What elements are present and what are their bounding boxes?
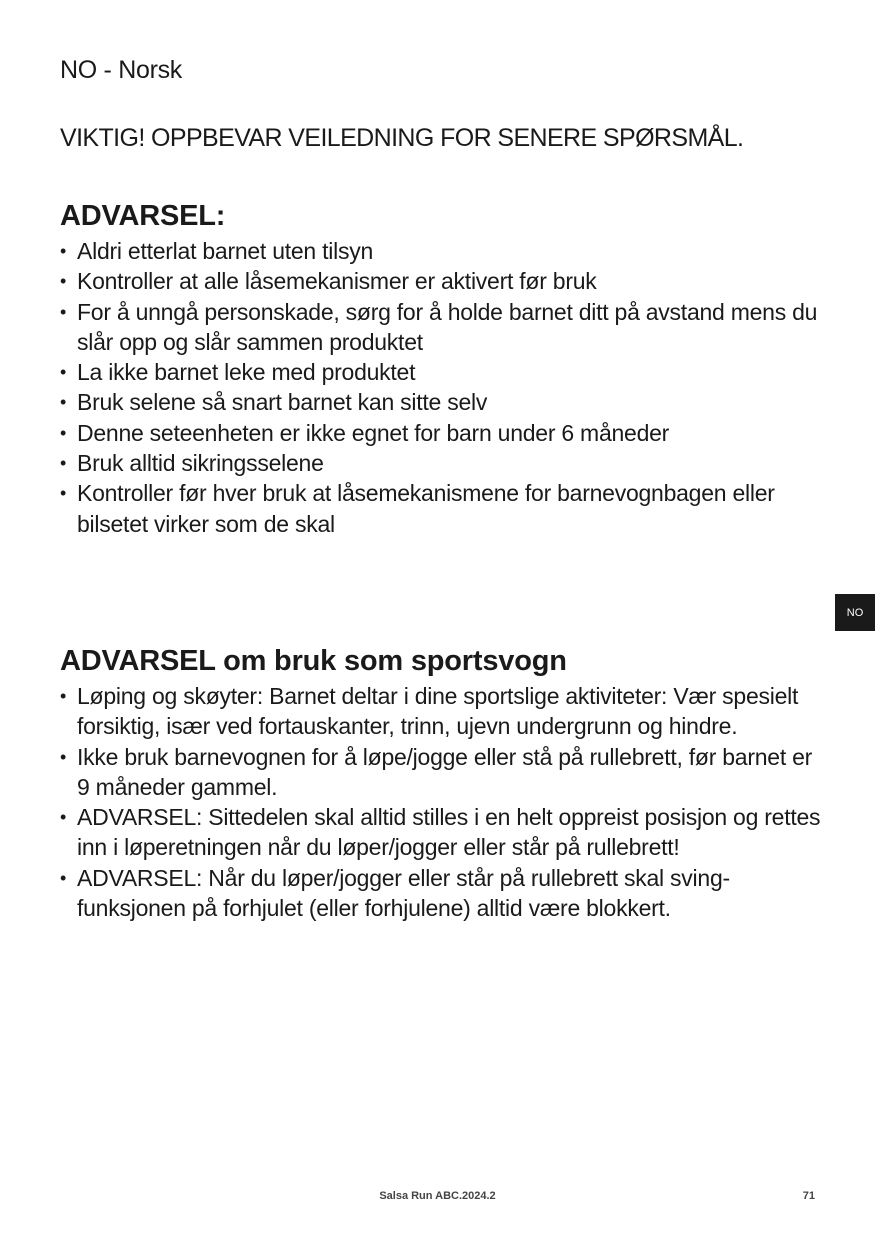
list-item-text: ADVARSEL: Sittedelen skal alltid stilles i en helt oppreist posisjon og rettes inn i løperetningen når du løper/jogger eller står på rullebrett! <box>77 804 821 861</box>
bullet-icon: • <box>60 867 67 888</box>
list-item <box>60 742 830 803</box>
footer-page-number: 71 <box>802 1190 815 1202</box>
list-item <box>60 297 830 358</box>
general-warning-list <box>60 236 830 539</box>
general-warning-title: ADVARSEL: <box>60 200 226 232</box>
bullet-icon: • <box>60 746 67 767</box>
bullet-icon: • <box>60 453 67 474</box>
bullet-icon: • <box>60 422 67 443</box>
list-item <box>60 802 830 863</box>
list-item-text: Bruk selene så snart barnet kan sitte selv <box>77 389 488 416</box>
general-warning-section <box>60 200 830 539</box>
important-notice: VIKTIG! OPPBEVAR VEILEDNING FOR SENERE SPØRSMÅL. <box>60 124 744 152</box>
bullet-icon: • <box>60 362 67 383</box>
bullet-icon: • <box>60 686 67 706</box>
list-item <box>60 418 830 448</box>
list-item-text: Ikke bruk barnevognen for å løpe/jogge eller stå på rullebrett, før barnet er 9 måneder gammel. <box>77 743 813 800</box>
list-item-text: Kontroller før hver bruk at låsemekanismene for barnevognbagen eller bilsetet virker som de skal <box>77 480 775 537</box>
list-item <box>60 357 830 387</box>
list-item <box>60 478 830 539</box>
bullet-icon: • <box>60 392 67 413</box>
sport-warning-title: ADVARSEL om bruk som sportsvogn <box>60 645 567 677</box>
list-item-text: Bruk alltid sikringsselene <box>77 450 324 477</box>
bullet-icon: • <box>60 241 67 261</box>
list-item <box>60 266 830 296</box>
list-item-text: Kontroller at alle låsemekanismer er aktivert før bruk <box>77 268 597 295</box>
list-item-text: ADVARSEL: Når du løper/jogger eller står på rullebrett skal sving-funksjonen på forhjulet (eller forhjulene) alltid være blokkert. <box>77 864 730 922</box>
footer-document-name: Salsa Run ABC.2024.2 <box>379 1190 496 1202</box>
language-title: NO - Norsk <box>60 56 183 84</box>
bullet-icon: • <box>60 301 67 322</box>
bullet-icon: • <box>60 483 67 504</box>
sport-warning-section <box>60 645 830 923</box>
bullet-icon: • <box>60 271 67 292</box>
list-item <box>60 236 830 266</box>
list-item <box>60 681 830 742</box>
list-item-text: Aldri etterlat barnet uten tilsyn <box>77 238 374 264</box>
list-item <box>60 387 830 417</box>
list-item-text: Løping og skøyter: Barnet deltar i dine sportslige aktiviteter: Vær spesielt forsiktig, især ved fortauskanter, trinn, ujevn undergrunn og hindre. <box>77 683 799 740</box>
language-side-tab <box>835 594 875 631</box>
sport-warning-list <box>60 681 830 923</box>
bullet-icon: • <box>60 807 67 828</box>
list-item-text: Denne seteenheten er ikke egnet for barn under 6 måneder <box>77 419 670 446</box>
language-side-tab-label: NO <box>846 606 864 619</box>
list-item <box>60 863 830 924</box>
list-item-text: La ikke barnet leke med produktet <box>77 359 416 386</box>
list-item-text: For å unngå personskade, sørg for å holde barnet ditt på avstand mens du slår opp og slår sammen produktet <box>77 298 818 355</box>
list-item <box>60 448 830 478</box>
